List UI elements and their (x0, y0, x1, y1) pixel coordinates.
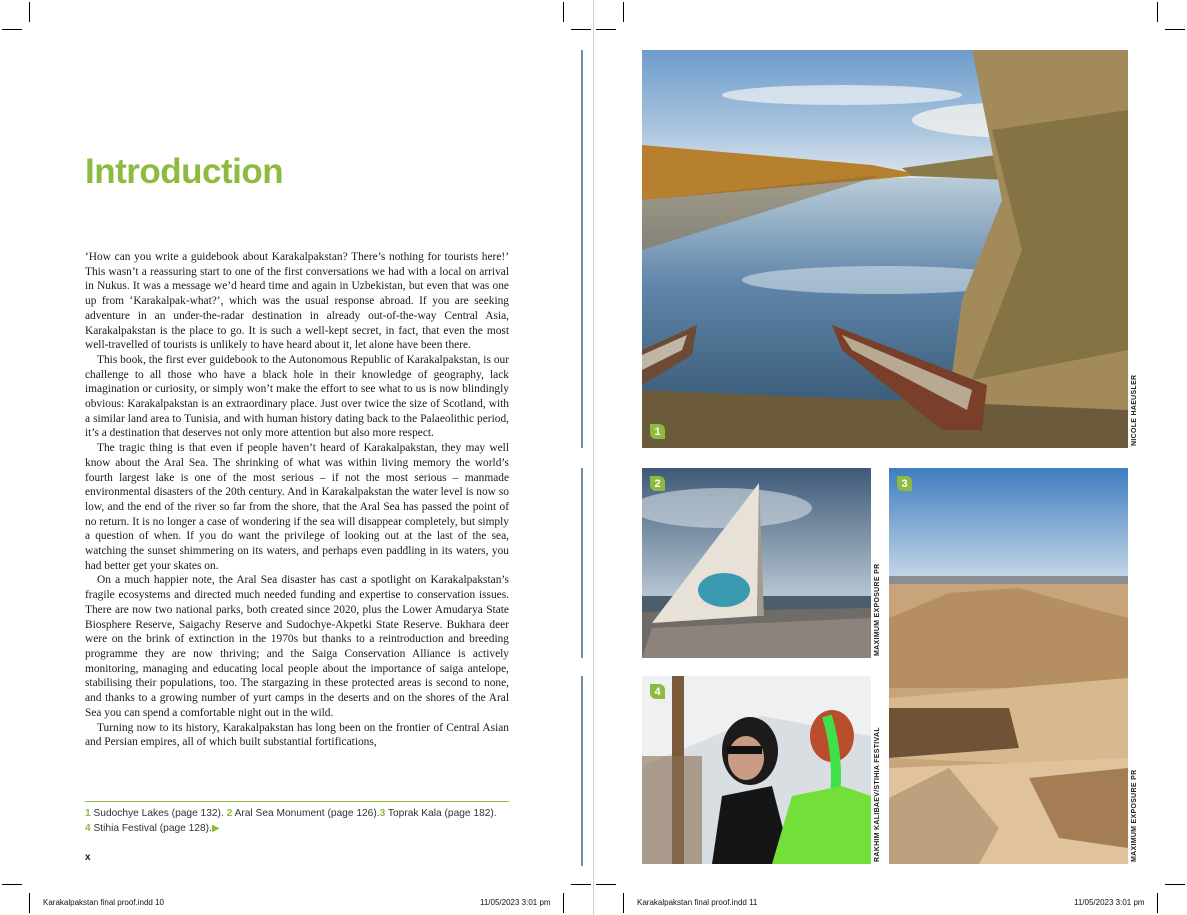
caption-text: Stihia Festival (page 128). (93, 823, 212, 834)
photo-credit: NICOLE HAEUSLER (1131, 374, 1138, 446)
photo-number-badge: 1 (650, 424, 665, 439)
paragraph: This book, the first ever guidebook to the Autonomous Republic of Karakalpakstan, is our challenge to all those who have a black hole in their knowledge of geography, lack imagination or curiosity, or simply won’t make the effort to see what to us is now blindingly obvious: Karakalpakstan is an extraordinary place. Just over twice the size of Scotland, with a similar land area to Tunisia, and with human history dating back to the Palaeolithic period, it’s a destination that deserves not only more attention but also more respect. (85, 353, 509, 440)
photo-number-badge: 2 (650, 476, 665, 491)
photo-number-badge: 4 (650, 684, 665, 699)
gutter-bar (581, 50, 583, 448)
photo-number-badge: 3 (897, 476, 912, 491)
photo-credit: MAXIMUM EXPOSURE PR (1131, 769, 1138, 862)
crop-mark (571, 884, 591, 885)
crop-mark (1157, 2, 1158, 22)
crop-mark (29, 893, 30, 913)
body-text (85, 250, 509, 750)
crop-mark (571, 29, 591, 30)
continue-arrow-icon: ▶ (211, 823, 220, 834)
crop-mark (2, 29, 22, 30)
caption-text: Aral Sea Monument (page 126). (234, 808, 380, 819)
crop-mark (596, 29, 616, 30)
crop-mark (1165, 29, 1185, 30)
crop-mark (29, 2, 30, 22)
photo-aral-sea-monument (642, 468, 871, 658)
caption-number: 4 (85, 823, 91, 834)
crop-mark (623, 2, 624, 22)
slug-file: Karakalpakstan final proof.indd 11 (637, 898, 758, 907)
crop-mark (563, 893, 564, 913)
photo-credit: MAXIMUM EXPOSURE PR (874, 563, 881, 656)
crop-mark (2, 884, 22, 885)
slug-file: Karakalpakstan final proof.indd 10 (43, 898, 164, 907)
paragraph: The tragic thing is that even if people haven’t heard of Karakalpakstan, they may well know about the Aral Sea. The shrinking of what was within living memory the world’s fourth largest lake is one of the most serious – if not the most serious – manmade environmental disasters of the 20th century. And in Karakalpakstan the water level is now so low, and the end of the river so far from the shore, that the Aral Sea has passed the point of no return. It is no longer a case of wondering if the sea will disappear completely, but simply a question of when. If you do want the privilege of looking out at the last of the sea, watching the sunset shimmering on its waters, and perhaps even paddling in its waters, you had better get your skates on. (85, 442, 509, 572)
photo-toprak-kala (889, 468, 1128, 864)
caption-rule (85, 801, 509, 802)
photo-captions (85, 806, 509, 836)
slug-date: 11/05/2023 3:01 pm (480, 898, 551, 907)
crop-mark (1157, 893, 1158, 913)
caption-number: 1 (85, 808, 91, 819)
crop-mark (1165, 884, 1185, 885)
paragraph: On a much happier note, the Aral Sea disaster has cast a spotlight on Karakalpakstan’s fragile ecosystems and directed much needed funding and expertise to conservation issues. There are now two national parks, both created since 2020, plus the Lower Amudarya State Biosphere Reserve, Saigachy Reserve and Sudochye-Akpetki State Reserve. Bukhara deer were on the brink of extinction in the 1970s but thanks to a reintroduction and breeding programme they are now thriving; and the Saiga Conservation Alliance is actively monitoring, managing and educating local people about the importance of saiga antelope, stabilising their populations, too. The stargazing in these protected areas is second to none, and thanks to a growing number of yurt camps in the deserts and on the shores of the Aral Sea you can spend a comfortable night out in the wild. (85, 574, 509, 719)
crop-mark (623, 893, 624, 913)
crop-mark (596, 884, 616, 885)
gutter-bar (581, 468, 583, 658)
caption-number: 2 (226, 808, 233, 819)
caption-text: Toprak Kala (page 182). (387, 808, 497, 819)
slug-date: 11/05/2023 3:01 pm (1074, 898, 1145, 907)
photo-stihia-festival (642, 676, 871, 864)
page-title: Introduction (85, 152, 284, 191)
spread-divider (593, 0, 594, 915)
gutter-bar (581, 676, 583, 866)
photo-sudochye-lakes (642, 50, 1128, 448)
photo-credit: RAKHIM KALIBAEV/STIHIA FESTIVAL (874, 727, 881, 862)
caption-text: Sudochye Lakes (page 132). (93, 808, 224, 819)
paragraph: Turning now to its history, Karakalpakstan has long been on the frontier of Central Asian and Persian empires, all of which built substantial fortifications, (85, 721, 509, 749)
crop-mark (563, 2, 564, 22)
folio: x (85, 852, 91, 863)
paragraph: ‘How can you write a guidebook about Karakalpakstan? There’s nothing for tourists here!’ This wasn’t a reassuring start to one of the first conversations we had with a local on arrival in Nukus. It was a message we’d heard time and again in Uzbekistan, but even that was one up from ‘Karakalpak-what?’, which was the usual response abroad. If you are seeking adventure in an under-the-radar destination in already out-of-the-way Central Asia, Karakalpakstan is the place to go. It is such a well-kept secret, in fact, that even the most well-travelled of tourists is unlikely to have heard about it, let alone have been there. (85, 251, 509, 352)
caption-number: 3 (379, 808, 386, 819)
